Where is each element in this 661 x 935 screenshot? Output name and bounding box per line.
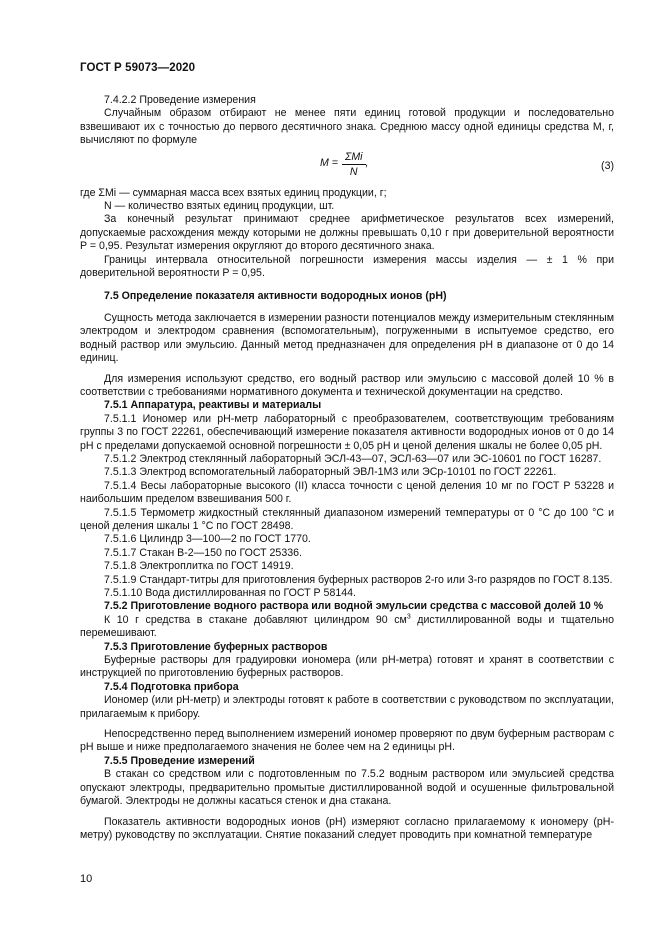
- paragraph: Границы интервала относительной погрешности измерения массы изделия — ± 1 % при доверительной вероятности P = 0,95.: [80, 253, 614, 280]
- list-item: 7.5.1.8 Электроплитка по ГОСТ 14919.: [104, 560, 294, 573]
- paragraph: [80, 614, 614, 641]
- formula-explanation: N — количество взятых единиц продукции, шт.: [104, 200, 335, 213]
- list-item: 7.5.1.5 Термометр жидкостный стеклянный диапазоном измерений температуры от 0 °С до 100 °С и ценой деления шкалы 1 °С по ГОСТ 28498.: [80, 506, 614, 532]
- paragraph: Буферные растворы для градуировки иономера (или pH-метра) готовят и хранят в соответствии с инструкцией по приготовлению буферных растворов.: [80, 654, 614, 680]
- paragraph: Сущность метода заключается в измерении разности потенциалов между измерительным стеклянным электродом и электродом сравнения (вспомогательным), погруженными в испытуемое средство, его водный раствор или эмульсию. Данный метод предназначен для определения pH в диапазоне от 0 до 14 единиц.: [80, 311, 614, 365]
- subsection-title-7-5-3: 7.5.3 Приготовление буферных растворов: [104, 640, 328, 653]
- formula-numerator: ΣMi: [342, 150, 366, 165]
- formula-3: [80, 150, 614, 186]
- subsection-heading-7-4-2-2: 7.4.2.2 Проведение измерения: [104, 94, 256, 106]
- list-item: 7.5.1.3 Электрод вспомогательный лабораторный ЭВЛ-1М3 или ЭСр-10101 по ГОСТ 22261.: [104, 466, 557, 479]
- document-body: [80, 94, 614, 842]
- formula-tail: ,: [365, 157, 369, 170]
- document-code-header: ГОСТ Р 59073—2020: [80, 62, 196, 74]
- formula-lhs: M =: [320, 157, 338, 170]
- text-run: дистиллированной воды и тщательно перемешивают.: [80, 613, 614, 640]
- list-item: 7.5.1.7 Стакан В-2—150 по ГОСТ 25336.: [104, 546, 302, 559]
- paragraph: За конечный результат принимают среднее арифметическое результатов всех измерений, допускаемые расхождения между которыми не должны превышать 0,10 г при доверительной вероятности P = 0,95. Результат измерения округляют до второго десятичного знака.: [80, 213, 614, 253]
- page-number: 10: [80, 873, 93, 885]
- superscript: 3: [406, 613, 411, 621]
- list-item: 7.5.1.1 Иономер или pH-метр лабораторный с преобразователем, соответствующим требованиям группы 3 по ГОСТ 22261, обеспечивающий измерение показателя активности водородных ионов от 0 до 14 pH с пределами допускаемой основной погрешности ± 0,05 pH и ценой деления шкалы не более 0,05 pH.: [80, 412, 614, 452]
- list-item: 7.5.1.9 Стандарт-титры для приготовления буферных растворов 2-го или 3-го разрядов по ГОСТ 8.135.: [104, 573, 613, 586]
- text-run: К 10 г средства в стакане добавляют цилиндром 90 см: [104, 613, 407, 626]
- subsection-title-7-5-2: 7.5.2 Приготовление водного раствора или водной эмульсии средства с массовой долей 10 %: [104, 600, 604, 613]
- paragraph: В стакан со средством или с подготовленным по 7.5.2 водным раствором или эмульсией средства опускают электроды, предварительно промытые дистиллированной водой и осушенные фильтровальной бумагой. Электроды не должны касаться стенок и дна стакана.: [80, 768, 614, 808]
- subsection-title-7-5-5: 7.5.5 Проведение измерений: [104, 754, 255, 767]
- paragraph: Непосредственно перед выполнением измерений иономер проверяют по двум буферным растворам с pH выше и ниже предполагаемого значения не более чем на 2 единицы pH.: [80, 728, 614, 754]
- paragraph: Показатель активности водородных ионов (pH) измеряют согласно прилагаемому к иономеру (pH-метру) руководству по эксплуатации. Снятие показаний следует проводить при комнатной температуре: [80, 815, 614, 841]
- subsection-title-7-5-4: 7.5.4 Подготовка прибора: [104, 680, 239, 693]
- paragraph: Иономер (или pH-метр) и электроды готовят к работе в соответствии с руководством по эксплуатации, прилагаемым к прибору.: [80, 694, 614, 720]
- paragraph: Случайным образом отбирают не менее пяти единиц готовой продукции и последовательно взвешивают их с точностью до первого десятичного знака. Среднюю массу одной единицы средства M, г, вычисляют по формуле: [80, 107, 614, 147]
- list-item: 7.5.1.2 Электрод стеклянный лабораторный ЭСЛ-43—07, ЭСЛ-63—07 или ЭС-10601 по ГОСТ 16287.: [104, 452, 602, 465]
- formula-expression: [320, 150, 368, 179]
- paragraph: Для измерения используют средство, его водный раствор или эмульсию с массовой долей 10 % в соответствии с требованиями нормативного документа и технической документации на средство.: [80, 372, 614, 398]
- list-item: 7.5.1.6 Цилиндр 3—100—2 по ГОСТ 1770.: [104, 533, 311, 546]
- subsection-title-7-5-1: 7.5.1 Аппаратура, реактивы и материалы: [104, 399, 322, 412]
- formula-explanation: где ΣMi — суммарная масса всех взятых единиц продукции, г;: [80, 186, 387, 199]
- formula-denominator: N: [349, 165, 358, 178]
- list-item: 7.5.1.4 Весы лабораторные высокого (II) класса точности с ценой деления 10 мг по ГОСТ Р 53228 и наибольшим пределом взвешивания 500 г.: [80, 479, 614, 506]
- formula-number: (3): [601, 159, 614, 172]
- formula-fraction: [342, 150, 366, 179]
- list-item: 7.5.1.10 Вода дистиллированная по ГОСТ Р 58144.: [104, 587, 356, 599]
- section-title-7-5: 7.5 Определение показателя активности водородных ионов (pH): [104, 290, 447, 303]
